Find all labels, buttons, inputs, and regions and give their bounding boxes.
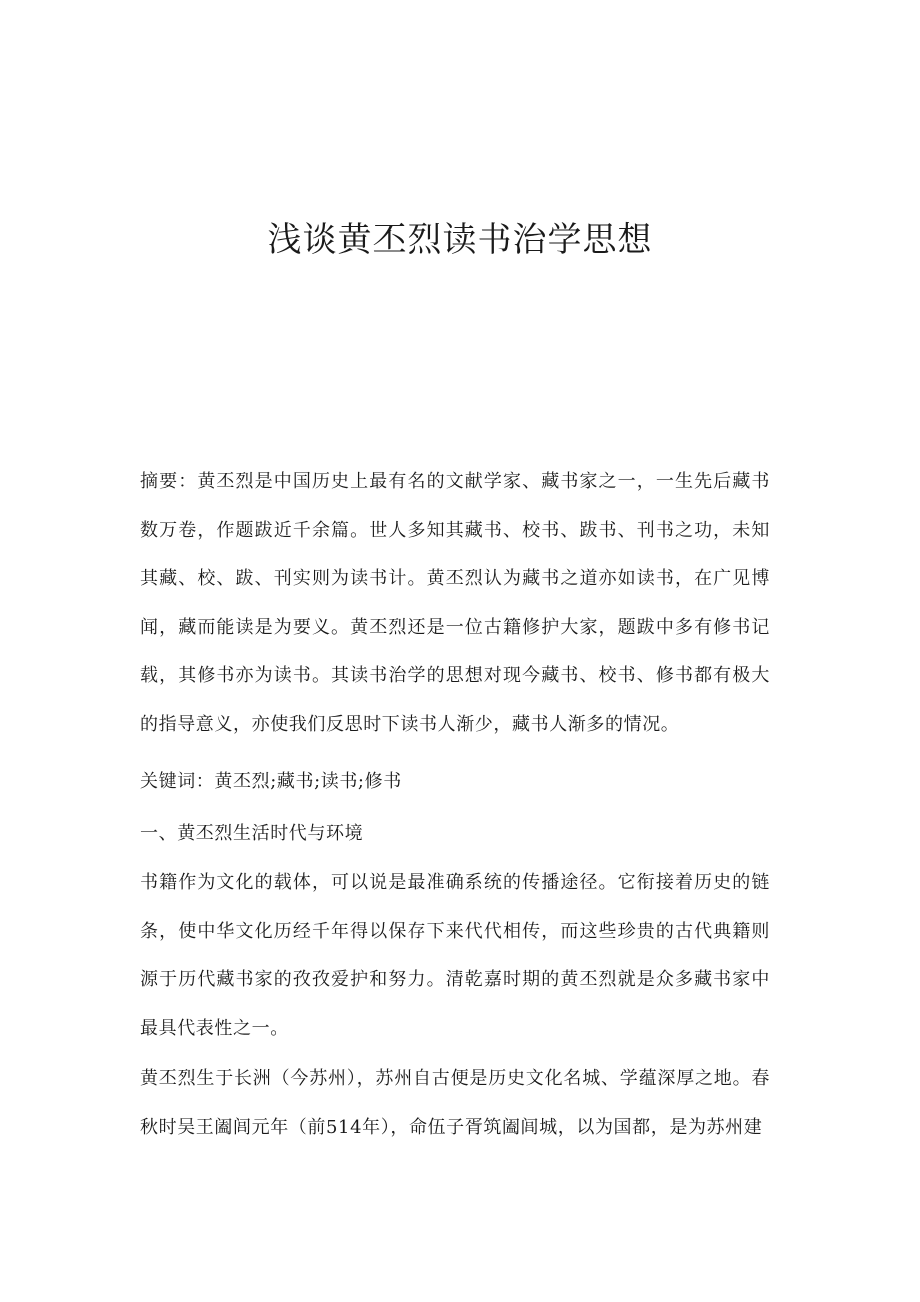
keywords-line: 关键词：黄丕烈;藏书;读书;修书 [140, 771, 402, 792]
document-title: 浅谈黄丕烈读书治学思想 [267, 220, 653, 260]
body-paragraph: 书籍作为文化的载体，可以说是最准确系统的传播途径。它衔接着历史的链条，使中华文化历经千年得以保存下来代代相传，而这些珍贵的古代典籍则源于历代藏书家的孜孜爱护和努力。清乾嘉时期的黄丕烈就是众多藏书家中最具代表性之一。 [140, 872, 770, 1039]
body-paragraph: 黄丕烈生于长洲（今苏州），苏州自古便是历史文化名城、学蕴深厚之地。春秋时吴王阖闾元年（前514年），命伍子胥筑阖闾城，以为国都，是为苏州建 [140, 1068, 770, 1138]
abstract-paragraph: 摘要：黄丕烈是中国历史上最有名的文献学家、藏书家之一，一生先后藏书数万卷，作题跋近千余篇。世人多知其藏书、校书、跋书、刊书之功，未知其藏、校、跋、刊实则为读书计。黄丕烈认为藏书之道亦如读书，在广见博闻，藏而能读是为要义。黄丕烈还是一位古籍修护大家，题跋中多有修书记载，其修书亦为读书。其读书治学的思想对现今藏书、校书、修书都有极大的指导意义，亦使我们反思时下读书人渐少，藏书人渐多的情况。 [140, 471, 770, 735]
section-heading: 一、黄丕烈生活时代与环境 [140, 823, 364, 844]
